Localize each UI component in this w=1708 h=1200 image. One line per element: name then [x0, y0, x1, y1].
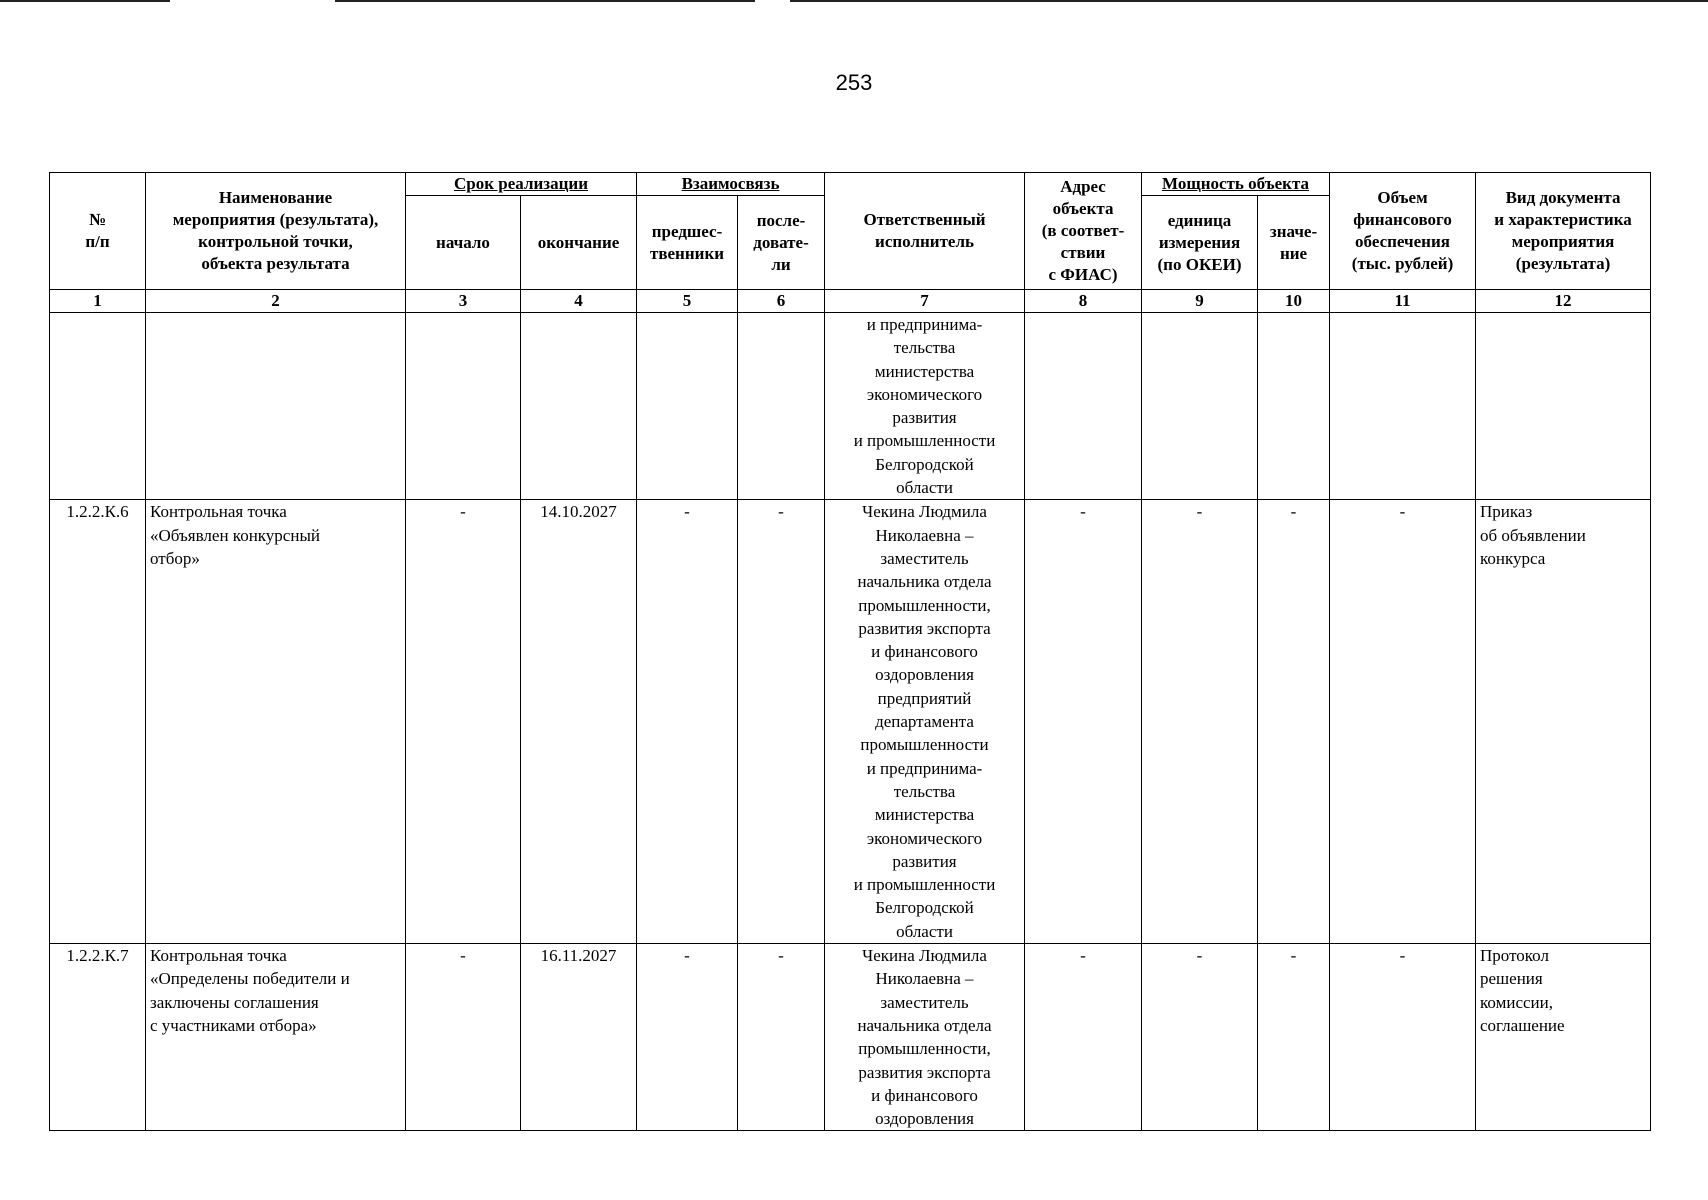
column-number: 5 [637, 290, 738, 313]
cell-responsible: и предпринима- тельства министерства экономического развития и промышленности Белгородской области [825, 313, 1025, 500]
implementation-plan-table [49, 172, 1651, 1131]
cell-address: - [1025, 500, 1142, 944]
cell-address [1025, 313, 1142, 500]
header-group-power-label: Мощность объекта [1162, 174, 1310, 193]
header-document: Вид документа и характеристика мероприятия (результата) [1476, 173, 1651, 290]
cell-successors: - [738, 500, 825, 944]
cell-unit: - [1142, 944, 1258, 1131]
cell-address: - [1025, 944, 1142, 1131]
header-value: значе- ние [1258, 196, 1330, 290]
cell-unit: - [1142, 500, 1258, 944]
header-group-link [637, 173, 825, 196]
header-end: окончание [521, 196, 637, 290]
cell-responsible: Чекина Людмила Николаевна – заместитель начальника отдела промышленности, развития экспорта и финансового оздоровления [825, 944, 1025, 1131]
cell-unit [1142, 313, 1258, 500]
cell-num: 1.2.2.К.6 [50, 500, 146, 944]
cell-responsible: Чекина Людмила Николаевна – заместитель начальника отдела промышленности, развития экспорта и финансового оздоровления предприятий департамента промышленности и предпринима- тельства министерства экономического развития и промышленности Белгородской области [825, 500, 1025, 944]
cell-value: - [1258, 500, 1330, 944]
header-group-power [1142, 173, 1330, 196]
column-number: 9 [1142, 290, 1258, 313]
cell-start [406, 313, 521, 500]
cell-finance [1330, 313, 1476, 500]
header-successors: после- довате- ли [738, 196, 825, 290]
cell-end: 16.11.2027 [521, 944, 637, 1131]
scan-top-edge [335, 0, 755, 2]
header-address: Адрес объекта (в соответ- ствии с ФИАС) [1025, 173, 1142, 290]
column-number: 1 [50, 290, 146, 313]
cell-num [50, 313, 146, 500]
cell-document: Приказ об объявлении конкурса [1476, 500, 1651, 944]
cell-predecessors: - [637, 944, 738, 1131]
header-group-term-label: Срок реализации [454, 174, 588, 193]
table-row [50, 313, 1651, 500]
header-row-1 [50, 173, 1651, 196]
cell-document: Протокол решения комиссии, соглашение [1476, 944, 1651, 1131]
cell-num: 1.2.2.К.7 [50, 944, 146, 1131]
column-number: 3 [406, 290, 521, 313]
column-number: 7 [825, 290, 1025, 313]
scan-top-edge [790, 0, 1708, 2]
cell-successors: - [738, 944, 825, 1131]
header-finance: Объем финансового обеспечения (тыс. рублей) [1330, 173, 1476, 290]
header-num: № п/п [50, 173, 146, 290]
cell-finance: - [1330, 944, 1476, 1131]
table-row [50, 500, 1651, 944]
header-group-link-label: Взаимосвязь [681, 174, 780, 193]
header-predecessors: предшес- твенники [637, 196, 738, 290]
column-number: 10 [1258, 290, 1330, 313]
cell-start: - [406, 500, 521, 944]
cell-start: - [406, 944, 521, 1131]
header-start: начало [406, 196, 521, 290]
cell-predecessors [637, 313, 738, 500]
column-number: 2 [146, 290, 406, 313]
cell-name: Контрольная точка «Определены победители и заключены соглашения с участниками отбора» [146, 944, 406, 1131]
cell-successors [738, 313, 825, 500]
column-number: 6 [738, 290, 825, 313]
cell-end [521, 313, 637, 500]
table-row [50, 944, 1651, 1131]
cell-end: 14.10.2027 [521, 500, 637, 944]
column-number: 12 [1476, 290, 1651, 313]
column-number: 8 [1025, 290, 1142, 313]
cell-name [146, 313, 406, 500]
cell-value [1258, 313, 1330, 500]
column-number: 11 [1330, 290, 1476, 313]
cell-name: Контрольная точка «Объявлен конкурсный отбор» [146, 500, 406, 944]
column-number-row [50, 290, 1651, 313]
column-number: 4 [521, 290, 637, 313]
page-number: 253 [835, 70, 873, 95]
header-name: Наименование мероприятия (результата), контрольной точки, объекта результата [146, 173, 406, 290]
cell-predecessors: - [637, 500, 738, 944]
header-responsible: Ответственный исполнитель [825, 173, 1025, 290]
header-unit: единица измерения (по ОКЕИ) [1142, 196, 1258, 290]
cell-document [1476, 313, 1651, 500]
cell-finance: - [1330, 500, 1476, 944]
scan-top-edge [0, 0, 170, 2]
header-group-term [406, 173, 637, 196]
cell-value: - [1258, 944, 1330, 1131]
